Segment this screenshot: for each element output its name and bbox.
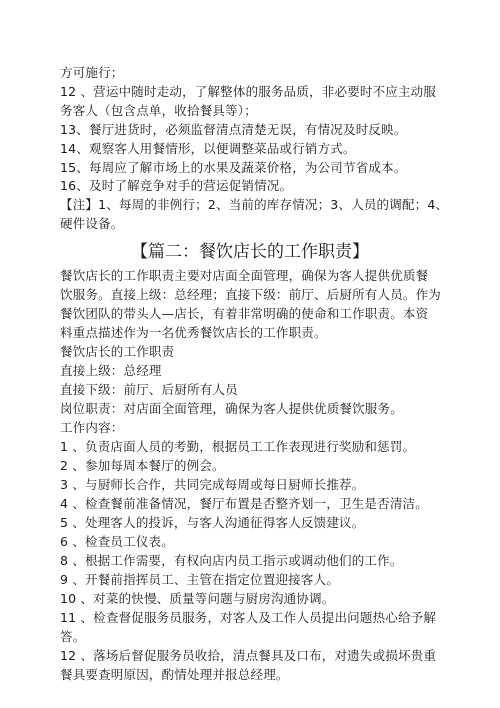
text-line: 答。	[60, 629, 86, 644]
text-line: 14、观察客人用餐情形，以便调整菜品或行销方式。	[60, 141, 356, 156]
section-heading: 【篇二：餐饮店长的工作职责】	[131, 242, 369, 262]
text-line: 16、及时了解竞争对手的营运促销情况。	[60, 178, 293, 193]
text-line: 硬件设备。	[60, 216, 124, 231]
text-line: 饮服务。直接上级：总经理；直接下级：前厅、后厨所有人员。作为	[60, 287, 442, 302]
text-line: 9 、开餐前指挥员工、主管在指定位置迎接客人。	[60, 572, 340, 587]
text-line: 务客人（包含点单，收拾餐具等）；	[60, 103, 257, 118]
text-line: 5 、处理客人的投诉，与客人沟通征得客人反馈建议。	[60, 515, 365, 530]
text-line: 直接上级：总经理	[60, 363, 162, 378]
text-line: 餐饮店长的工作职责主要对店面全面管理，确保为客人提供优质餐	[60, 268, 429, 283]
text-line: 12 、营运中随时走动，了解整体的服务品质，非必要时不应主动服	[60, 84, 437, 99]
text-line: 6 、检查员工仪表。	[60, 534, 174, 549]
text-line: 11 、检查督促服务员服务，对客人及工作人员提出问题热心给予解	[60, 610, 437, 625]
text-line: 工作内容：	[60, 420, 124, 435]
text-line: 2 、参加每周本餐厅的例会。	[60, 458, 225, 473]
text-line: 3 、与厨师长合作，共同完成每周或每日厨师长推荐。	[60, 477, 365, 492]
text-line: 【注】1、每周的非例行；2、当前的库存情况；3、人员的调配；4、	[60, 197, 449, 212]
text-line: 方可施行；	[60, 65, 124, 80]
text-line: 13、餐厅进货时，必须监督清点清楚无误，有情况及时反映。	[60, 122, 407, 137]
text-line: 1 、负责店面人员的考勤，根据员工工作表现进行奖励和惩罚。	[60, 439, 416, 454]
text-line: 餐饮团队的带头人—店长，有着非常明确的使命和工作职责。本资	[60, 306, 429, 321]
text-line: 8 、根据工作需要，有权向店内员工指示或调动他们的工作。	[60, 553, 403, 568]
text-line: 料重点描述作为一名优秀餐饮店长的工作职责。	[60, 325, 327, 340]
text-line: 10 、对菜的快慢、质量等问题与厨房沟通协调。	[60, 591, 335, 606]
text-line: 岗位职责：对店面全面管理，确保为客人提供优质餐饮服务。	[60, 401, 403, 416]
text-line: 餐饮店长的工作职责	[60, 344, 175, 359]
text-line: 4 、检查餐前准备情况，餐厅布置是否整齐划一，卫生是否清洁。	[60, 496, 428, 511]
text-line: 15、每周应了解市场上的水果及蔬菜价格，为公司节省成本。	[60, 160, 407, 175]
text-line: 餐具要查明原因，酌情处理并报总经理。	[60, 667, 289, 682]
text-line: 12 、落场后督促服务员收拾，清点餐具及口布，对遗失或损坏贵重	[60, 648, 437, 663]
text-line: 直接下级：前厅、后厨所有人员	[60, 382, 238, 397]
